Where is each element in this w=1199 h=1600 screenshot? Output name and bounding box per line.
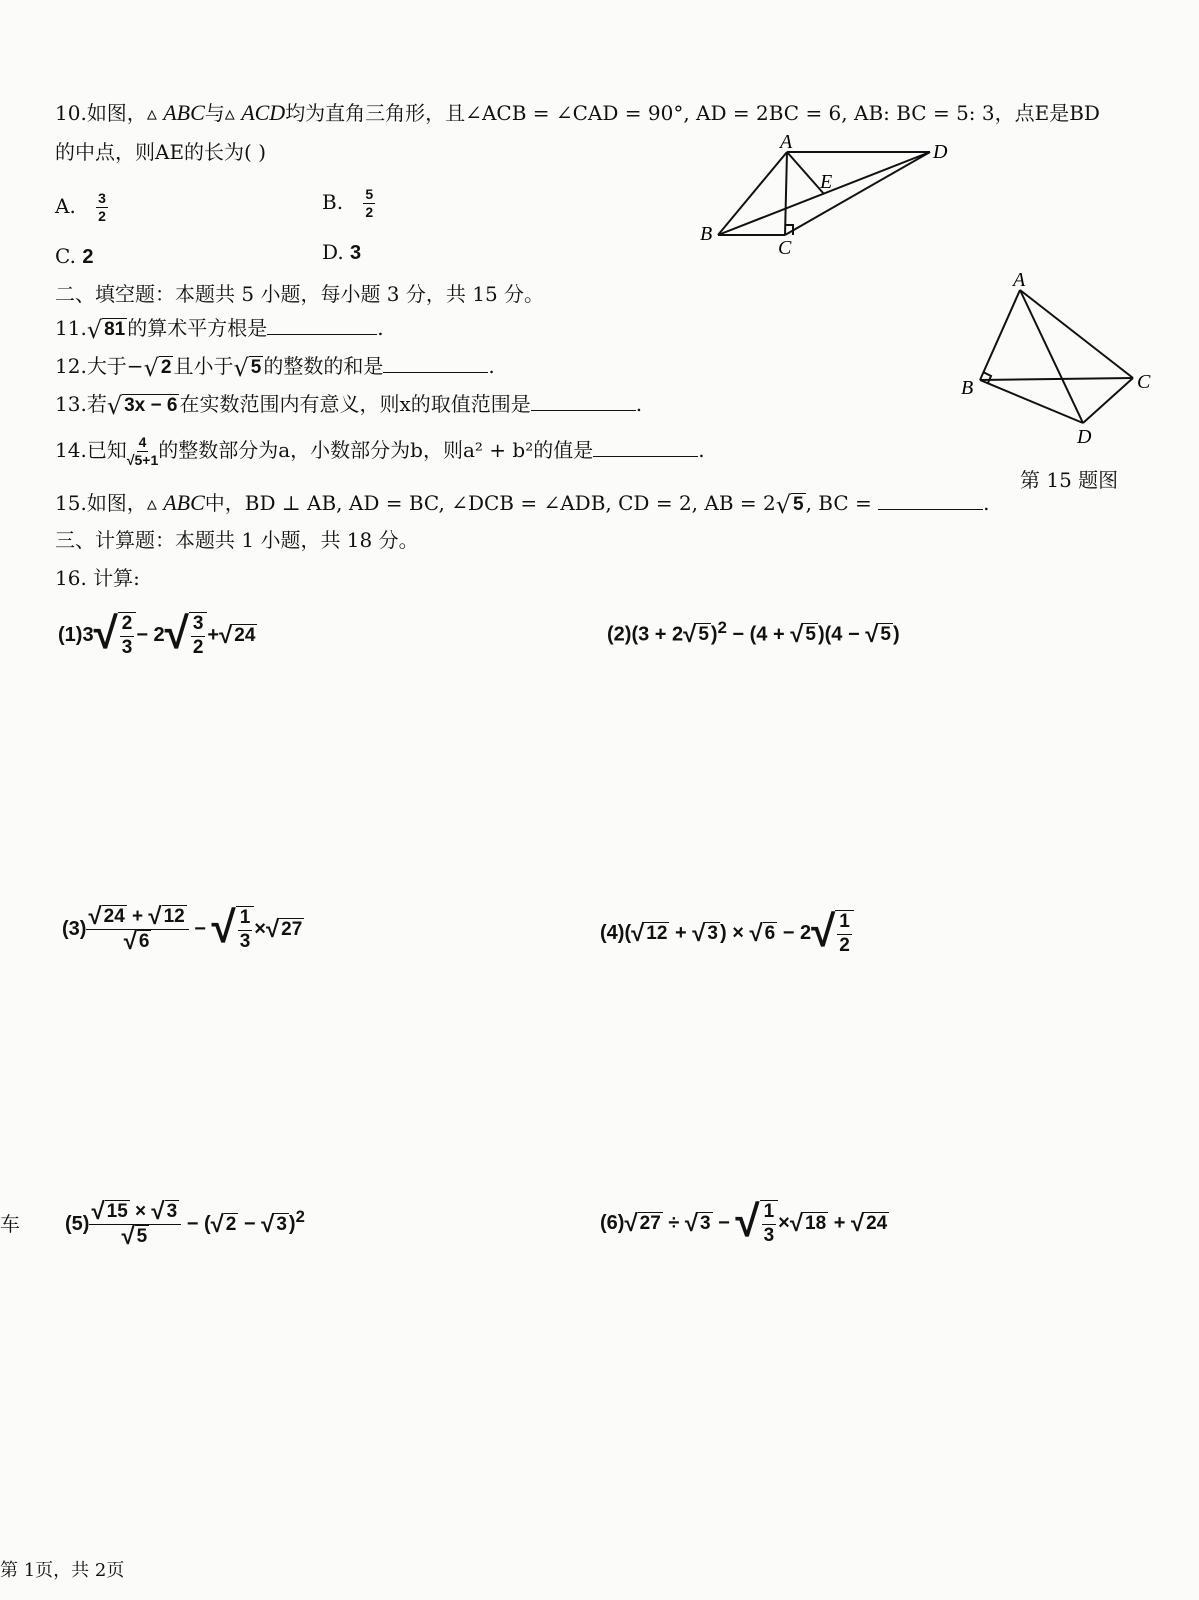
fig15-label-b: B	[961, 377, 974, 399]
fig15-label-c: C	[1137, 371, 1151, 393]
triangle-icon: ▵	[224, 101, 235, 125]
q16-title: 16. 计算:	[55, 566, 140, 590]
section3-heading: 三、计算题：本题共 1 小题，共 18 分。	[55, 528, 419, 552]
q10-option-c: C. 2	[55, 244, 94, 268]
answer-blank[interactable]	[531, 410, 636, 411]
q15-figure	[955, 268, 1165, 453]
q10-option-d: D. 3	[322, 240, 362, 264]
q13: 13.若 √ 3x − 6 在实数范围内有意义，则x的取值范围是 .	[55, 391, 643, 420]
q12: 12.大于− √ 2 且小于 √ 5 的整数的和是 .	[55, 353, 495, 382]
q16-part6: (6) √ 27 ÷ √ 3 − √ $\frac{1}{3}$ × √ 18 + √ 24	[600, 1197, 888, 1246]
page-footer: 第 1页，共 2页	[0, 1560, 125, 1581]
q10-line1: 10.如图，▵ ABC与▵ ACD均为直角三角形，且∠ACB = ∠CAD = 90°, AD = 2BC = 6, AB: BC = 5: 3，点E是BD	[55, 100, 1100, 125]
fig15-caption: 第 15 题图	[1020, 468, 1119, 492]
section2-heading: 二、填空题：本题共 5 小题，每小题 3 分，共 15 分。	[55, 282, 545, 306]
fig10-label-a: A	[780, 131, 793, 153]
q16-part5: (5) √ 15 × √ 3 √ 5 − ( √ 2 − √ 3 )$^2$	[65, 1198, 305, 1250]
q16-part1: (1)3 √ $\frac{2}{3}$ − 2 √ $\frac{3}{2}$ + √ 24	[58, 609, 256, 658]
answer-blank[interactable]	[267, 334, 377, 335]
fig10-label-d: D	[933, 141, 948, 163]
q16-part3: (3) √ 24 + √ 12 √ 6 − √ $\frac{1}{3}$ × √ 27	[62, 902, 303, 955]
fig15-label-a: A	[1013, 269, 1026, 291]
q10-option-a: A. $\frac{3}{2}$	[55, 190, 106, 224]
fig10-label-e: E	[820, 171, 833, 193]
fig10-label-c: C	[778, 237, 792, 259]
triangle-icon: ▵	[146, 491, 157, 515]
q15: 15.如图，▵ ABC中，BD ⊥ AB, AD = BC, ∠DCB = ∠ADB, CD = 2, AB = 2 √ 5 , BC = .	[55, 490, 990, 519]
q10-option-b: B. $\frac{5}{2}$	[322, 186, 374, 220]
answer-blank[interactable]	[878, 509, 983, 510]
q16-part4: (4)( √ 12 + √ 3 ) × √ 6 − 2 √ $\frac{1}{2}$	[600, 910, 854, 958]
margin-char: 车	[0, 1212, 20, 1236]
q10-line2: 的中点，则AE的长为( )	[55, 140, 267, 164]
answer-blank[interactable]	[593, 456, 698, 457]
triangle-icon: ▵	[146, 101, 157, 125]
q10-figure	[690, 130, 960, 260]
q11: 11. √ 81 的算术平方根是 .	[55, 315, 384, 344]
fig15-label-d: D	[1077, 426, 1092, 448]
q14: 14.已知 $\frac{4}{√5+1}$ 的整数部分为a，小数部分为b，则a² + b²的值是 .	[55, 434, 705, 468]
answer-blank[interactable]	[383, 372, 488, 373]
fig10-label-b: B	[700, 223, 713, 245]
q16-part2: (2)(3 + 2 √ 5 )$^2$ − (4 + √ 5 )(4 − √ 5 )	[607, 618, 900, 649]
